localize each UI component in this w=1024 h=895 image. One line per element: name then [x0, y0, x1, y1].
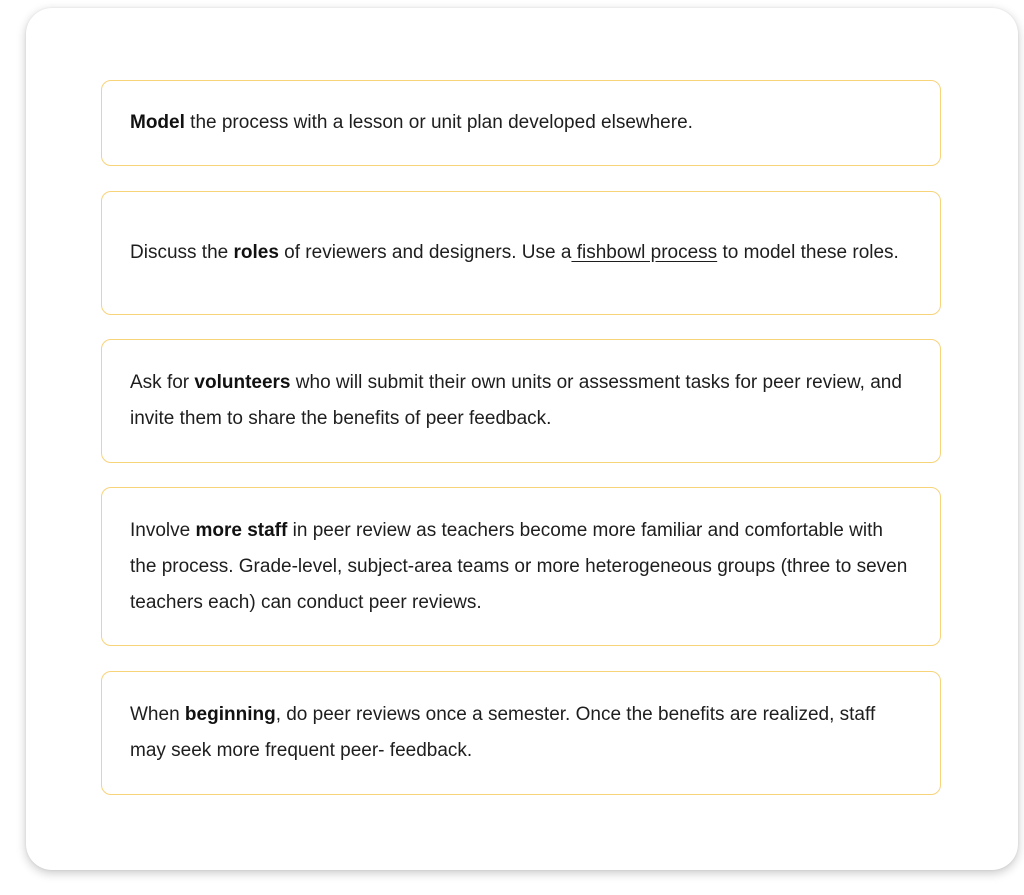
fishbowl-process-link[interactable]: fishbowl process — [571, 242, 718, 263]
step-text-after: the process with a lesson or unit plan developed elsewhere. — [184, 112, 693, 133]
step-text-after: who will submit their own units or assessment tasks for peer review, and invite them to share the benefits of peer feedback. — [130, 372, 902, 429]
step-keyword: roles — [233, 242, 279, 263]
step-text — [130, 513, 912, 621]
step-text — [130, 105, 693, 141]
step-keyword: more staff — [195, 519, 288, 541]
step-text-before: Discuss the — [130, 242, 234, 263]
step-text — [130, 697, 912, 769]
step-text-middle: of reviewers and designers. Use a — [278, 242, 572, 263]
steps-card — [26, 8, 1018, 870]
step-text-after: in peer review as teachers become more familiar and comfortable with the process. Grade-level, subject-area teams or more heterogeneous groups (three to seven teachers each) can conduct peer reviews. — [130, 519, 908, 613]
step-text — [130, 365, 912, 437]
step-more-staff — [101, 487, 941, 646]
step-roles — [101, 191, 941, 315]
step-text-after: to model these roles. — [717, 242, 899, 263]
step-model — [101, 80, 941, 166]
step-text — [130, 235, 899, 271]
step-beginning — [101, 671, 941, 795]
step-volunteers — [101, 339, 941, 463]
step-keyword: beginning — [184, 704, 276, 725]
step-keyword: volunteers — [194, 372, 291, 393]
step-keyword: Model — [130, 112, 185, 133]
step-text-before: Ask for — [130, 372, 195, 393]
step-text-after: , do peer reviews once a semester. Once the benefits are realized, staff may seek more frequent peer- feedback. — [130, 704, 876, 761]
step-text-before: When — [130, 704, 185, 725]
step-text-before: Involve — [130, 519, 196, 541]
